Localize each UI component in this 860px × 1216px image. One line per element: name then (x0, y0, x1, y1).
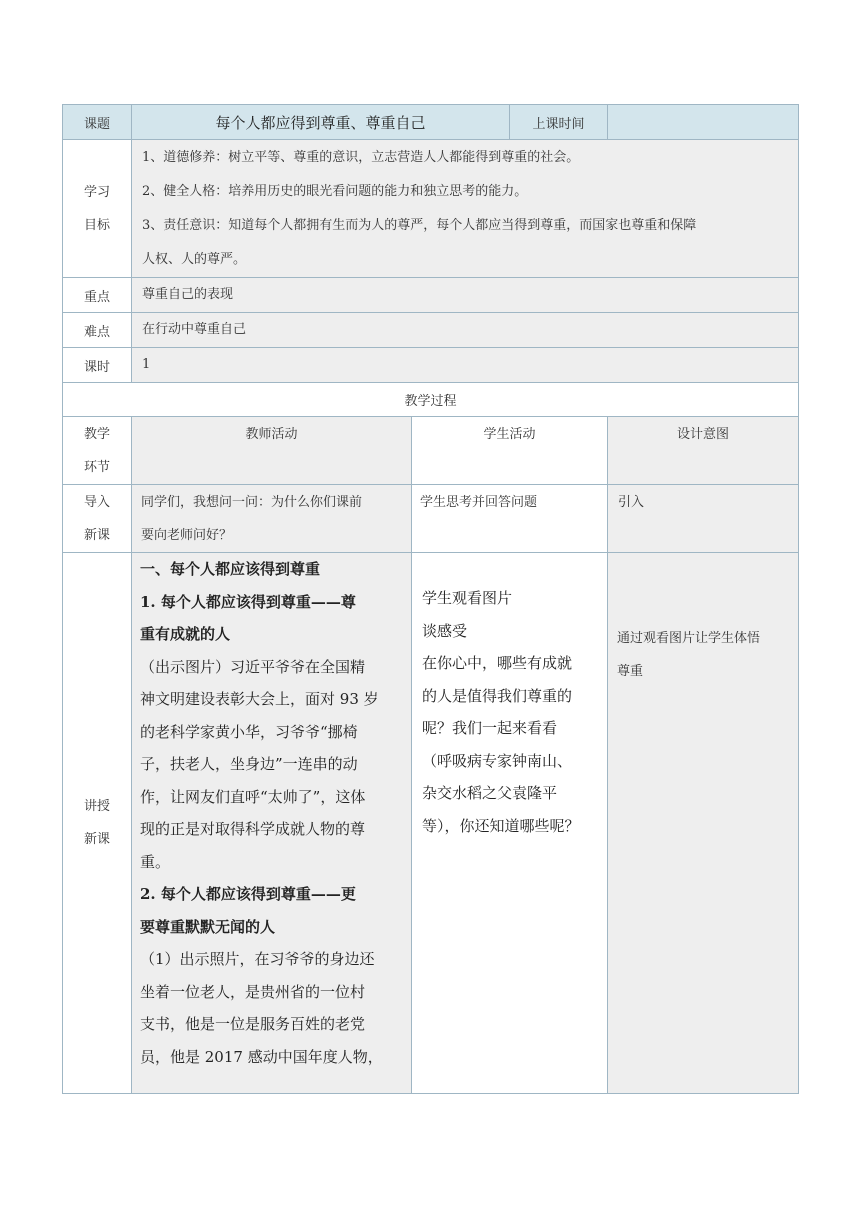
subsection-heading: 2. 每个人都应该得到尊重——更 (140, 885, 356, 903)
time-label: 上课时间 (510, 105, 608, 140)
intro-stage-line1: 导入 (83, 495, 110, 510)
student-line: 学生观看图片 (422, 589, 513, 607)
time-value (608, 105, 799, 140)
difficulty-label: 难点 (63, 313, 132, 348)
col-stage-header (63, 417, 132, 485)
lesson-plan-table (62, 104, 799, 1094)
teacher-paragraph-line: 作，让网友们直呼“太帅了”，这体 (140, 787, 366, 806)
col-design-header: 设计意图 (608, 417, 799, 485)
process-header-row (63, 417, 799, 485)
key-point-value: 尊重自己的表现 (132, 278, 799, 313)
goal-item: 3、责任意识：知道每个人都拥有生而为人的尊严，每个人都应当得到尊重，而国家也尊重和保障 (142, 218, 697, 233)
topic-row (63, 105, 799, 140)
teacher-paragraph-line: （出示图片）习近平爷爷在全国精 (140, 657, 366, 676)
student-line: 呢？我们一起来看看 (422, 719, 558, 737)
lecture-student (412, 553, 608, 1094)
subsection-heading: 要尊重默默无闻的人 (140, 917, 276, 936)
goals-row (63, 140, 799, 278)
process-title: 教学过程 (63, 383, 799, 417)
student-line: 等），你还知道哪些呢？ (422, 816, 580, 835)
goals-content (132, 140, 799, 278)
goal-item: 2、健全人格：培养用历史的眼光看问题的能力和独立思考的能力。 (142, 184, 528, 199)
topic-label: 课题 (63, 105, 132, 140)
student-line: 谈感受 (422, 621, 468, 640)
intro-teacher-line: 同学们，我想问一问：为什么你们课前 (141, 495, 363, 510)
hours-row (63, 348, 799, 383)
difficulty-value: 在行动中尊重自己 (132, 313, 799, 348)
goals-label-line1: 学习 (83, 184, 110, 200)
intro-row (63, 485, 799, 553)
student-line: 杂交水稻之父袁隆平 (422, 784, 558, 802)
teacher-paragraph-line: 现的正是对取得科学成就人物的尊 (140, 820, 366, 838)
difficulty-row (63, 313, 799, 348)
topic-value: 每个人都应得到尊重、尊重自己 (132, 105, 510, 140)
lesson-plan-table-container (62, 104, 798, 1094)
intro-stage (63, 485, 132, 553)
design-line: 尊重 (617, 664, 644, 679)
col-teacher-header: 教师活动 (132, 417, 412, 485)
lecture-design (608, 553, 799, 1094)
goals-label-line2: 目标 (83, 217, 110, 233)
goals-label (63, 140, 132, 278)
lecture-stage-line1: 讲授 (83, 799, 110, 814)
teacher-paragraph-line: 坐着一位老人，是贵州省的一位村 (140, 982, 366, 1001)
section-heading: 一、每个人都应该得到尊重 (140, 560, 321, 578)
teacher-paragraph-line: 子，扶老人，坐身边”一连串的动 (140, 755, 358, 773)
student-line: 的人是值得我们尊重的 (422, 686, 573, 705)
teacher-paragraph-line: 员，他是 2017 感动中国年度人物， (140, 1047, 383, 1066)
col-stage-line2: 环节 (83, 460, 110, 475)
hours-label: 课时 (63, 348, 132, 383)
lecture-stage-line2: 新课 (83, 832, 110, 847)
subsection-heading: 1. 每个人都应该得到尊重——尊 (140, 592, 356, 611)
intro-teacher (132, 485, 412, 553)
lecture-stage (63, 553, 132, 1094)
design-line: 通过观看图片让学生体悟 (617, 631, 761, 646)
lecture-teacher (132, 553, 412, 1094)
process-title-row (63, 383, 799, 417)
goal-item: 1、道德修养：树立平等、尊重的意识，立志营造人人都能得到尊重的社会。 (142, 150, 580, 165)
goal-item: 人权、人的尊严。 (142, 252, 247, 267)
intro-design: 引入 (608, 485, 799, 553)
col-stage-line1: 教学 (83, 427, 110, 442)
key-point-row (63, 278, 799, 313)
intro-teacher-line: 要向老师问好？ (141, 528, 233, 543)
intro-student: 学生思考并回答问题 (412, 485, 608, 553)
student-line: 在你心中，哪些有成就 (422, 654, 573, 672)
teacher-paragraph-line: 的老科学家黄小华，习爷爷“挪椅 (140, 722, 358, 741)
teacher-paragraph-line: （1）出示照片，在习爷爷的身边还 (140, 950, 375, 968)
hours-value: 1 (132, 348, 799, 383)
teacher-paragraph-line: 神文明建设表彰大会上，面对 93 岁 (140, 690, 379, 708)
subsection-heading: 重有成就的人 (140, 625, 231, 643)
col-student-header: 学生活动 (412, 417, 608, 485)
teacher-paragraph-line: 重。 (140, 852, 171, 871)
student-line: （呼吸病专家钟南山、 (422, 751, 573, 770)
key-point-label: 重点 (63, 278, 132, 313)
intro-stage-line2: 新课 (83, 528, 110, 543)
teacher-paragraph-line: 支书，他是一位是服务百姓的老党 (140, 1015, 366, 1033)
lecture-row (63, 553, 799, 1094)
